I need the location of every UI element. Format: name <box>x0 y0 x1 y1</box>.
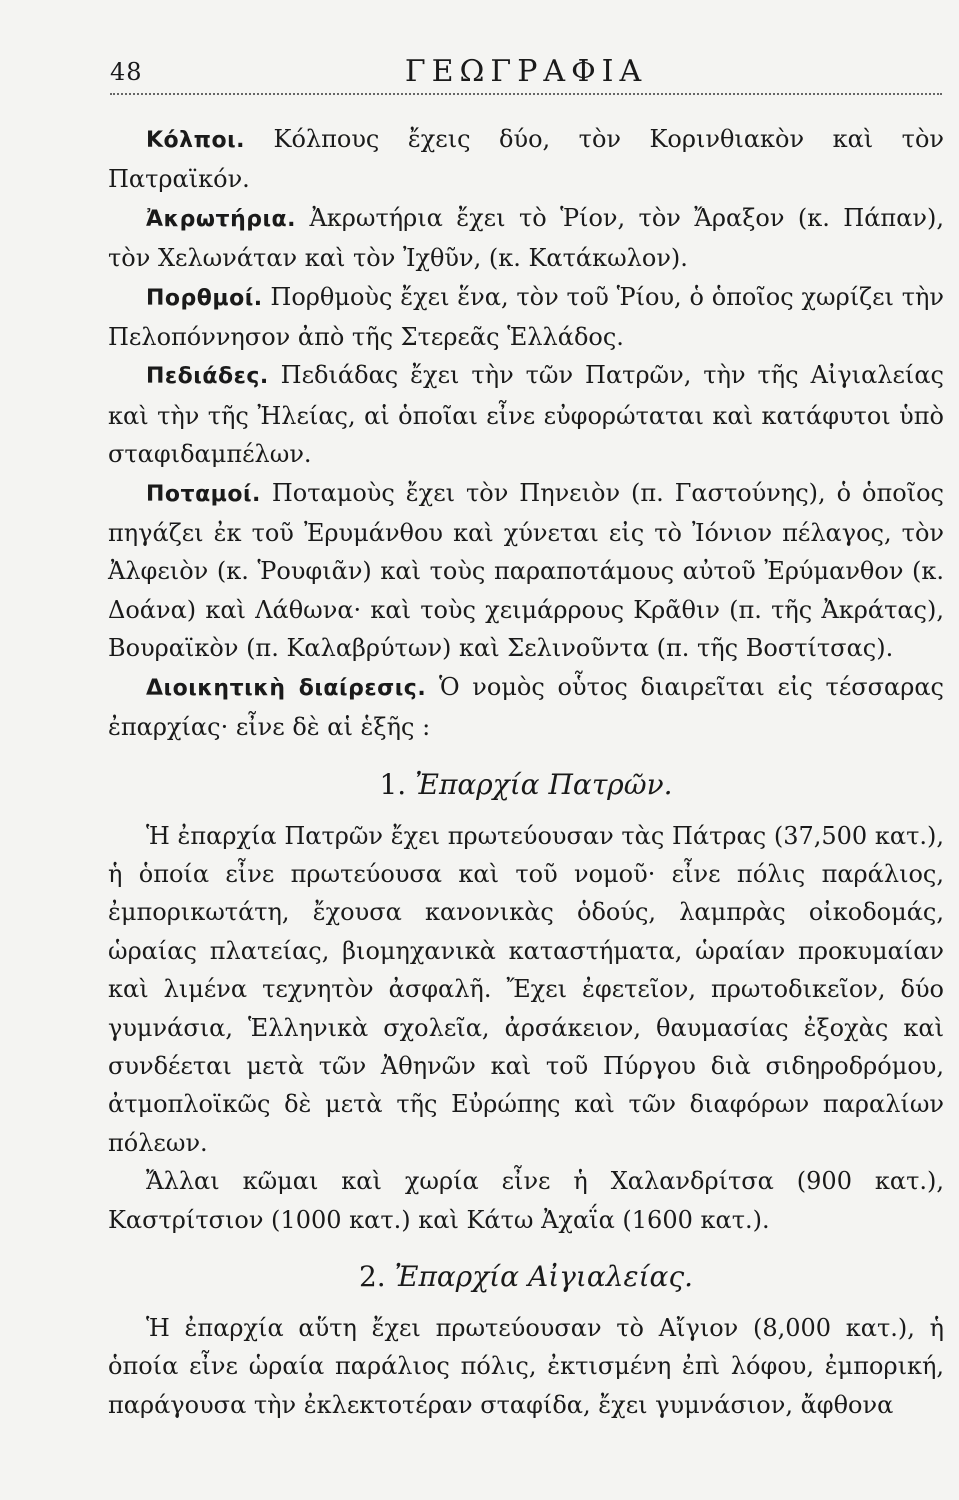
subheading-patras <box>108 765 944 805</box>
section-lead: Πορθμοί. <box>146 285 263 311</box>
section-rivers <box>108 474 944 668</box>
running-title: ΓΕΩΓΡΑΦΙΑ <box>404 54 648 89</box>
subheading-aigialeia <box>108 1257 944 1297</box>
section-lead: Ποταμοί. <box>146 481 261 507</box>
subheading-number: 1. <box>379 767 407 801</box>
section-gulfs <box>108 120 944 199</box>
section-capes <box>108 199 944 278</box>
section-text: Ποταμοὺς ἔχει τὸν Πηνειὸν (π. Γαστούνης), ὁ ὁποῖος πηγάζει ἐκ τοῦ Ἐρυμάνθου καὶ χύνεται εἰς τὸ Ἰόνιον πέλαγος, τὸν Ἀλφειὸν (κ. Ῥουφιᾶν) καὶ τοὺς παραποτάμους αὐτοῦ Ἐρύμανθον (κ. Δοάνα) καὶ Λάθωνα· καὶ τοὺς χειμάρρους Κρᾶθιν (π. τῆς Ἀκράτας), Βουραϊκὸν (π. Καλαβρύτων) καὶ Σελινοῦντα (π. τῆς Βοστίτσας). <box>108 478 944 663</box>
section-lead: Ἀκρωτήρια. <box>146 206 297 232</box>
subheading-number: 2. <box>358 1259 386 1293</box>
paragraph-patras: Ἡ ἐπαρχία Πατρῶν ἔχει πρωτεύουσαν τὰς Πάτρας (37,500 κατ.), ἡ ὁποία εἶνε πρωτεύουσα καὶ τοῦ νομοῦ· εἶνε πόλις παράλιος, ἐμπορικωτάτη, ἔχουσα κανονικὰς ὁδούς, λαμπρὰς οἰκοδομάς, ὡραίας πλατείας, βιομηχανικὰ καταστήματα, ὡραίαν προκυμαίαν καὶ λιμένα τεχνητὸν ἀσφαλῆ. Ἔχει ἐφετεῖον, πρωτοδικεῖον, δύο γυμνάσια, Ἑλληνικὰ σχολεῖα, ἀρσάκειον, θαυμασίας ἐξοχὰς καὶ συνδέεται μετὰ τῶν Ἀθηνῶν καὶ τοῦ Πύργου διὰ σιδηροδρόμου, ἀτμοπλοϊκῶς δὲ μετὰ τῆς Εὐρώπης καὶ τῶν διαφόρων παραλίων πόλεων. <box>108 821 944 1157</box>
section-text: Ἀκρωτήρια ἔχει τὸ Ῥίον, τὸν Ἄραξον (κ. Πάπαν), τὸν Χελωνάταν καὶ τὸν Ἰχθῦν, (κ. Κατάκωλον). <box>108 203 944 273</box>
section-text: Ὁ νομὸς οὗτος διαιρεῖται εἰς τέσσαρας ἐπαρχίας· εἶνε δὲ αἱ ἑξῆς : <box>108 672 944 742</box>
page-number: 48 <box>110 58 143 86</box>
section-text: Κόλπους ἔχεις δύο, τὸν Κορινθιακὸν καὶ τὸν Πατραϊκόν. <box>108 125 944 194</box>
page-header <box>110 52 942 92</box>
subheading-title: Ἐπαρχία Πατρῶν. <box>415 767 673 801</box>
page-body <box>108 120 944 1424</box>
subheading-title: Ἐπαρχία Αἰγιαλείας. <box>394 1259 694 1293</box>
section-straits <box>108 278 944 357</box>
section-lead: Κόλποι. <box>146 128 246 153</box>
paragraph-villages: Ἄλλαι κῶμαι καὶ χωρία εἶνε ἡ Χαλανδρίτσα (900 κατ.), Καστρίτσιον (1000 κατ.) καὶ Κάτω Ἀχαΐα (1600 κατ.). <box>108 1167 944 1234</box>
paragraph-aigialeia: Ἡ ἐπαρχία αὕτη ἔχει πρωτεύουσαν τὸ Αἴγιον (8,000 κατ.), ἡ ὁποία εἶνε ὡραία παράλιος πόλις, ἐκτισμένη ἐπὶ λόφου, ἐμπορική, παράγουσα τὴν ἐκλεκτοτέραν σταφίδα, ἔχει γυμνάσιον, ἄφθονα <box>108 1313 944 1419</box>
section-text: Πεδιάδας ἔχει τὴν τῶν Πατρῶν, τὴν τῆς Αἰγιαλείας καὶ τὴν τῆς Ἠλείας, αἱ ὁποῖαι εἶνε εὐφορώταται καὶ κατάφυτοι ὑπὸ σταφιδαμπέλων. <box>108 361 944 469</box>
section-administration <box>108 668 944 747</box>
header-rule <box>110 93 942 95</box>
section-lead: Πεδιάδες. <box>146 364 269 390</box>
section-text: Πορθμοὺς ἔχει ἕνα, τὸν τοῦ Ῥίου, ὁ ὁποῖος χωρίζει τὴν Πελοπόννησον ἀπὸ τῆς Στερεᾶς Ἑλλάδος. <box>108 282 944 352</box>
section-plains <box>108 356 944 473</box>
section-lead: Διοικητικὴ διαίρεσις. <box>146 675 427 701</box>
